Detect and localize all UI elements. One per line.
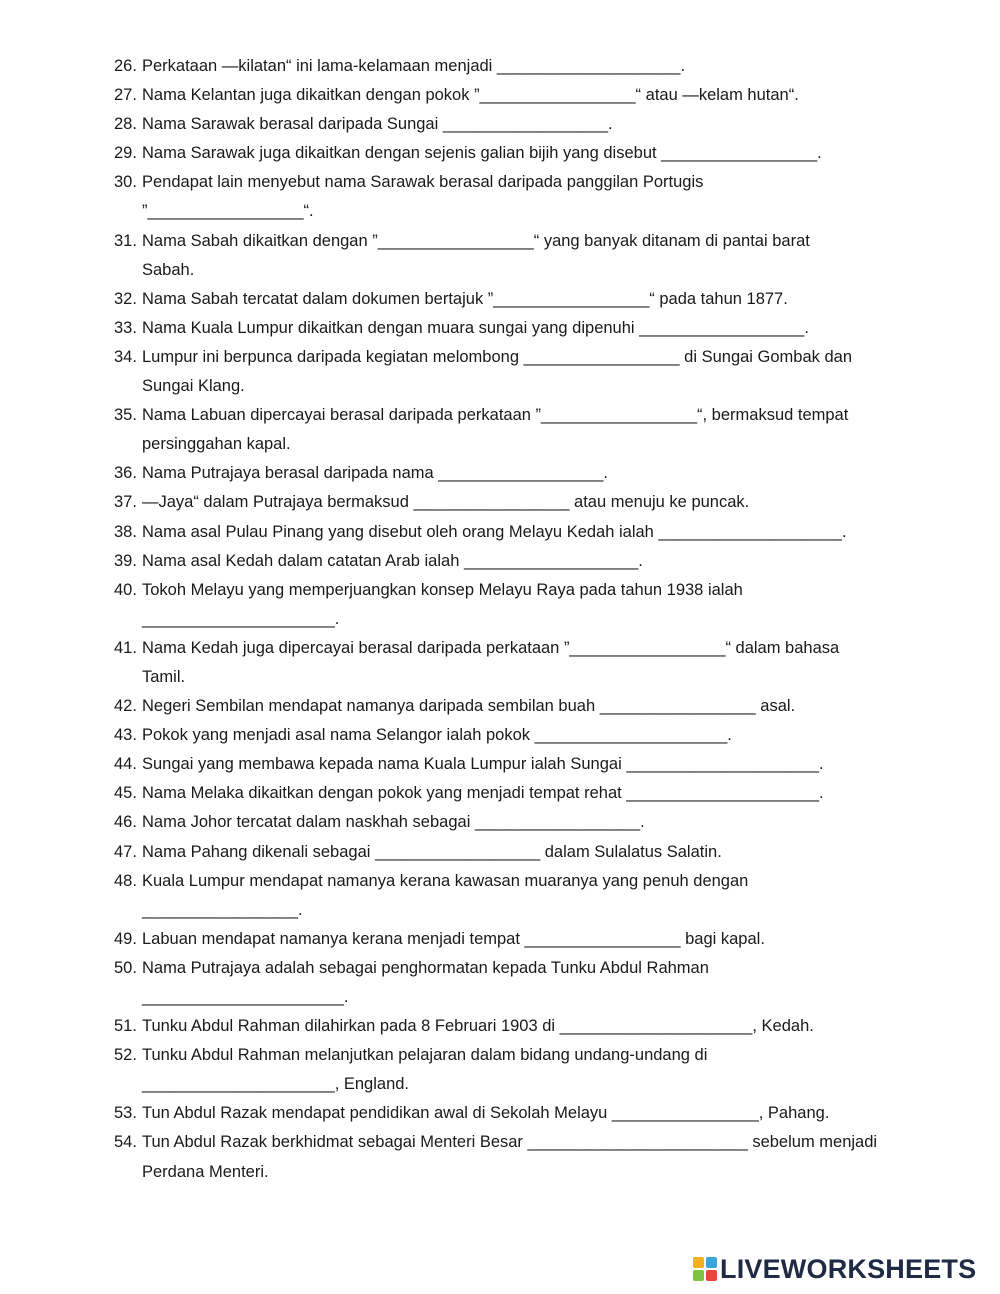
- question-number: 47.: [114, 842, 137, 861]
- question-text-line: Nama Putrajaya berasal daripada nama __________________.: [142, 464, 609, 483]
- question-number: 53.: [114, 1104, 137, 1123]
- question-number: 54.: [114, 1133, 137, 1152]
- question-number: 35.: [114, 406, 137, 425]
- question-text-line: ”_________________“.: [142, 202, 314, 221]
- question-number: 36.: [114, 464, 137, 483]
- logo-tile-4: [706, 1270, 717, 1281]
- question-number: 40.: [114, 580, 137, 599]
- question-text-line: Nama Sarawak berasal daripada Sungai __________________.: [142, 115, 613, 134]
- question-item: [0, 808, 1000, 837]
- question-item: [0, 139, 1000, 168]
- question-item: [0, 343, 1000, 401]
- question-text-line: Negeri Sembilan mendapat namanya daripada sembilan buah _________________ asal.: [142, 697, 796, 716]
- question-text-line: ______________________.: [142, 988, 349, 1006]
- question-text-line: Tun Abdul Razak mendapat pendidikan awal di Sekolah Melayu ________________, Pahang.: [142, 1104, 830, 1123]
- question-number: 31.: [114, 231, 137, 250]
- question-number: 48.: [114, 871, 137, 890]
- question-item: [0, 576, 1000, 634]
- question-text-line: _________________.: [142, 900, 303, 919]
- question-item: [0, 1099, 1000, 1128]
- question-item: [0, 52, 1000, 81]
- question-text-line: Nama Kuala Lumpur dikaitkan dengan muara sungai yang dipenuhi __________________.: [142, 318, 809, 337]
- question-text-line: Nama asal Pulau Pinang yang disebut oleh orang Melayu Kedah ialah ____________________.: [142, 522, 847, 541]
- question-number: 33.: [114, 318, 137, 337]
- question-number: 43.: [114, 726, 137, 745]
- question-item: [0, 925, 1000, 954]
- question-number: 27.: [114, 86, 137, 105]
- question-text-line: Nama Melaka dikaitkan dengan pokok yang menjadi tempat rehat _____________________.: [142, 784, 824, 803]
- question-number: 37.: [114, 493, 137, 512]
- question-number: 42.: [114, 697, 137, 716]
- question-text-line: Tamil.: [142, 667, 186, 686]
- question-text-line: Tokoh Melayu yang memperjuangkan konsep Melayu Raya pada tahun 1938 ialah: [142, 580, 743, 599]
- question-number: 26.: [114, 57, 137, 75]
- question-item: [0, 1128, 1000, 1186]
- question-number: 49.: [114, 929, 137, 948]
- question-item: [0, 1012, 1000, 1041]
- question-item: [0, 401, 1000, 459]
- question-item: [0, 168, 1000, 226]
- question-text-line: Kuala Lumpur mendapat namanya kerana kawasan muaranya yang penuh dengan: [142, 871, 749, 890]
- question-text-line: Sungai yang membawa kepada nama Kuala Lumpur ialah Sungai _____________________.: [142, 755, 824, 774]
- logo-tile-3: [693, 1270, 704, 1281]
- logo-text: LIVEWORKSHEETS: [720, 1254, 977, 1284]
- question-text-line: Sabah.: [142, 260, 195, 279]
- question-text-line: Nama Pahang dikenali sebagai __________________ dalam Sulalatus Salatin.: [142, 842, 722, 861]
- question-list: [0, 52, 1000, 1187]
- question-number: 32.: [114, 289, 137, 308]
- question-text-line: Lumpur ini berpunca daripada kegiatan melombong _________________ di Sungai Gombak dan: [142, 347, 853, 366]
- question-item: [0, 779, 1000, 808]
- question-text-line: Labuan mendapat namanya kerana menjadi tempat _________________ bagi kapal.: [142, 929, 765, 948]
- question-number: 39.: [114, 551, 137, 570]
- logo-tile-1: [693, 1257, 704, 1268]
- question-text-line: Nama Sarawak juga dikaitkan dengan sejenis galian bijih yang disebut _________________.: [142, 144, 822, 163]
- question-item: [0, 634, 1000, 692]
- question-number: 28.: [114, 115, 137, 134]
- question-text-line: Tunku Abdul Rahman melanjutkan pelajaran dalam bidang undang-undang di: [142, 1046, 708, 1065]
- liveworksheets-logo-icon: [693, 1257, 717, 1281]
- question-text-line: Nama Johor tercatat dalam naskhah sebagai __________________.: [142, 813, 645, 832]
- question-text-line: Pendapat lain menyebut nama Sarawak berasal daripada panggilan Portugis: [142, 173, 704, 192]
- question-text-line: Tunku Abdul Rahman dilahirkan pada 8 Februari 1903 di _____________________, Kedah.: [142, 1017, 814, 1036]
- question-number: 34.: [114, 347, 137, 366]
- question-text-line: Pokok yang menjadi asal nama Selangor ialah pokok _____________________.: [142, 726, 732, 745]
- question-item: [0, 459, 1000, 488]
- question-text-line: Nama Putrajaya adalah sebagai penghormatan kepada Tunku Abdul Rahman: [142, 958, 709, 977]
- question-item: [0, 110, 1000, 139]
- question-text-line: Sungai Klang.: [142, 377, 245, 396]
- question-item: [0, 954, 1000, 1012]
- question-item: [0, 838, 1000, 867]
- question-item: [0, 227, 1000, 285]
- question-text-line: —Jaya“ dalam Putrajaya bermaksud _________________ atau menuju ke puncak.: [142, 493, 750, 512]
- question-number: 50.: [114, 958, 137, 977]
- question-text-line: Nama Kedah juga dipercayai berasal daripada perkataan ”_________________“ dalam bahasa: [142, 638, 840, 657]
- question-text-line: Nama Kelantan juga dikaitkan dengan pokok ”_________________“ atau —kelam hutan“.: [142, 86, 799, 105]
- liveworksheets-logo: [693, 1255, 976, 1283]
- question-item: [0, 1041, 1000, 1099]
- question-number: 46.: [114, 813, 137, 832]
- question-text-line: Nama asal Kedah dalam catatan Arab ialah ___________________.: [142, 551, 643, 570]
- question-text-line: persinggahan kapal.: [142, 435, 291, 454]
- question-text-line: Perkataan —kilatan“ ini lama-kelamaan menjadi ____________________.: [142, 57, 686, 75]
- question-item: [0, 518, 1000, 547]
- question-text-line: Tun Abdul Razak berkhidmat sebagai Menteri Besar ________________________ sebelum menjadi: [142, 1133, 878, 1152]
- question-text-line: Nama Labuan dipercayai berasal daripada perkataan ”_________________“, bermaksud tempat: [142, 406, 849, 425]
- question-item: [0, 314, 1000, 343]
- question-text-line: Nama Sabah tercatat dalam dokumen bertajuk ”_________________“ pada tahun 1877.: [142, 289, 788, 308]
- question-text-line: _____________________, England.: [142, 1075, 410, 1094]
- question-number: 41.: [114, 638, 137, 657]
- question-item: [0, 750, 1000, 779]
- question-number: 52.: [114, 1046, 137, 1065]
- question-number: 51.: [114, 1017, 137, 1036]
- question-item: [0, 867, 1000, 925]
- question-number: 29.: [114, 144, 137, 163]
- logo-tile-2: [706, 1257, 717, 1268]
- question-number: 45.: [114, 784, 137, 803]
- question-text-line: Nama Sabah dikaitkan dengan ”_________________“ yang banyak ditanam di pantai barat: [142, 231, 810, 250]
- question-number: 44.: [114, 755, 137, 774]
- question-number: 30.: [114, 173, 137, 192]
- question-item: [0, 721, 1000, 750]
- question-item: [0, 547, 1000, 576]
- question-text-line: Perdana Menteri.: [142, 1162, 269, 1181]
- question-item: [0, 81, 1000, 110]
- question-item: [0, 488, 1000, 517]
- question-text-line: _____________________.: [142, 609, 340, 628]
- question-number: 38.: [114, 522, 137, 541]
- question-item: [0, 285, 1000, 314]
- question-item: [0, 692, 1000, 721]
